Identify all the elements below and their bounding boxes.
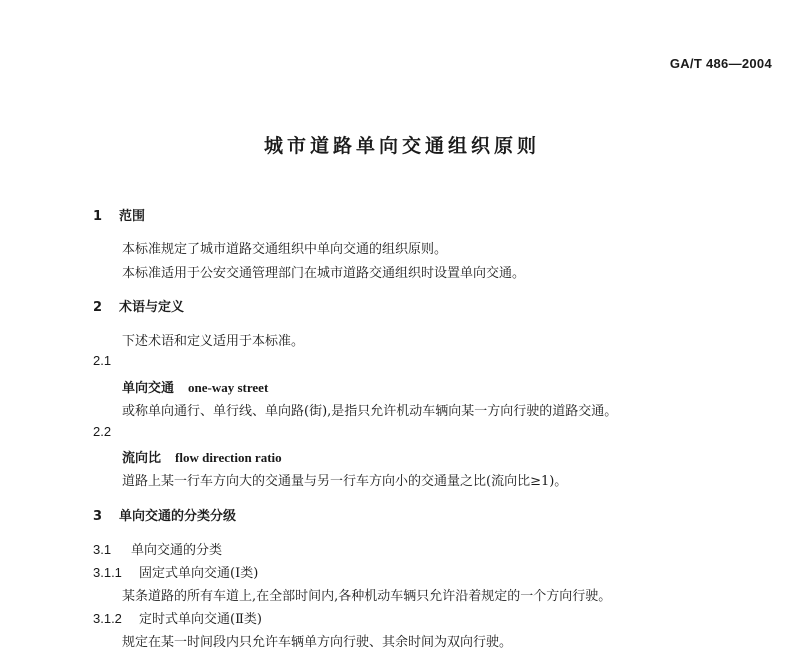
section-3-heading [93,505,236,524]
clause-2-1-definition: 或称单向通行、单行线、单向路(街),是指只允许机动车辆向某一方向行驶的道路交通。 [122,404,618,419]
clause-number: 3.1.1 [93,565,122,580]
section-title: 单向交通的分类分级 [119,509,237,524]
section-1-heading [93,205,145,224]
clause-2-2-term [122,447,282,466]
clause-2-1-number: 2.1 [93,353,112,368]
clause-title: 定时式单向交通(Ⅱ类) [139,612,262,627]
term-en: one-way street [188,380,269,395]
clause-2-1-term [122,377,268,396]
document-title: 城市道路单向交通组织原则 [263,135,540,157]
section-2-paragraph-1: 下述术语和定义适用于本标准。 [122,334,305,349]
section-number: 3 [93,509,103,524]
section-title: 术语与定义 [119,300,185,315]
term-en: flow direction ratio [175,450,282,465]
clause-3-1-1-heading [93,562,258,581]
clause-2-2-number: 2.2 [93,424,112,439]
standard-code: GA/T 486—2004 [669,56,772,71]
section-number: 2 [93,300,103,315]
section-1-paragraph-1: 本标准规定了城市道路交通组织中单向交通的组织原则。 [122,242,448,257]
section-number: 1 [93,209,103,224]
section-1-paragraph-2: 本标准适用于公安交通管理部门在城市道路交通组织时设置单向交通。 [122,266,526,281]
section-2-heading [93,296,184,315]
clause-number: 3.1.2 [93,611,122,626]
clause-3-1-2-heading [93,608,262,627]
term-zh: 单向交通 [122,381,175,396]
clause-title: 固定式单向交通(Ⅰ类) [139,566,259,581]
clause-2-2-definition: 道路上某一行车方向大的交通量与另一行车方向小的交通量之比(流向比≥1)。 [122,474,568,489]
clause-3-1-1-paragraph: 某条道路的所有车道上,在全部时间内,各种机动车辆只允许沿着规定的一个方向行驶。 [122,589,612,604]
section-title: 范围 [119,209,146,224]
clause-title: 单向交通的分类 [131,543,223,558]
term-zh: 流向比 [122,451,162,466]
clause-3-1-2-paragraph: 规定在某一时间段内只允许车辆单方向行驶、其余时间为双向行驶。 [122,635,513,650]
clause-3-1-heading [93,539,222,558]
clause-number: 3.1 [93,542,112,557]
